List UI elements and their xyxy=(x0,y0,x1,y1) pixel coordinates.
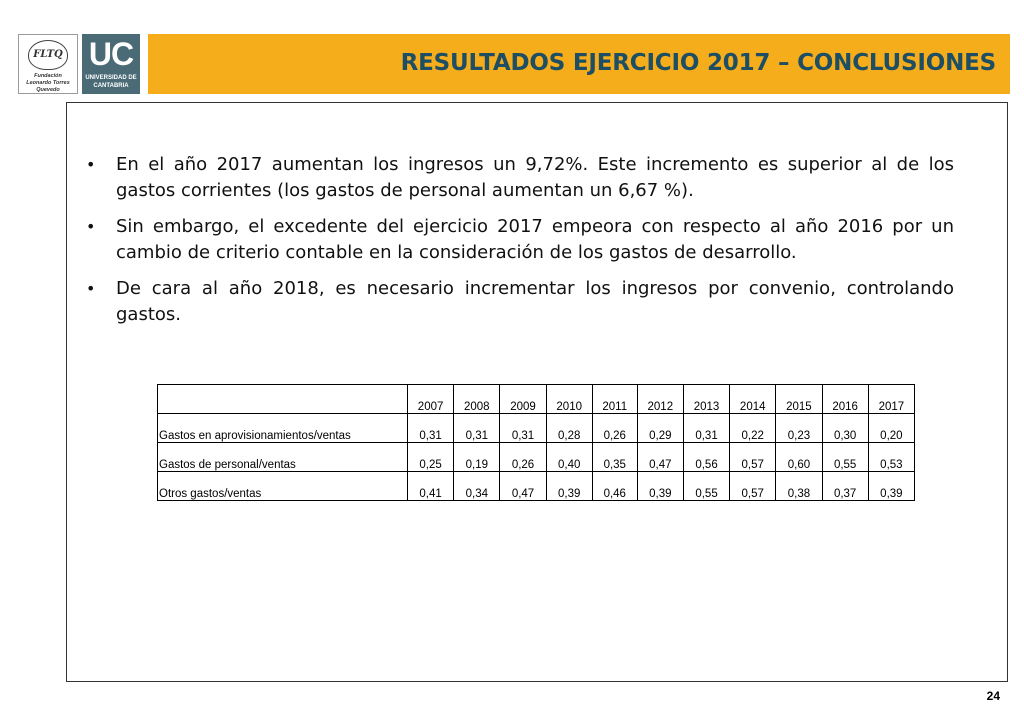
table-cell: 0,35 xyxy=(592,443,637,472)
table-cell: 0,19 xyxy=(454,443,500,472)
table-row xyxy=(158,414,915,443)
table-row xyxy=(158,472,915,501)
table-cell: 0,40 xyxy=(546,443,592,472)
year-header: 2009 xyxy=(500,385,546,414)
year-header: 2017 xyxy=(868,385,914,414)
table-cell: 0,23 xyxy=(776,414,822,443)
table-header-row xyxy=(158,385,915,414)
table-cell: 0,39 xyxy=(868,472,914,501)
ratios-table xyxy=(157,384,915,501)
table-row xyxy=(158,443,915,472)
row-label: Otros gastos/ventas xyxy=(158,472,408,501)
table-cell: 0,31 xyxy=(683,414,729,443)
table-cell: 0,37 xyxy=(822,472,868,501)
fltq-logo-caption: Fundación Leonardo Torres Quevedo xyxy=(26,73,70,93)
year-header: 2007 xyxy=(408,385,454,414)
title-bar xyxy=(148,34,1010,94)
table-cell: 0,22 xyxy=(730,414,776,443)
table-cell: 0,30 xyxy=(822,414,868,443)
table-cell: 0,57 xyxy=(730,443,776,472)
table-cell: 0,60 xyxy=(776,443,822,472)
table-cell: 0,55 xyxy=(822,443,868,472)
year-header: 2008 xyxy=(454,385,500,414)
table-cell: 0,38 xyxy=(776,472,822,501)
table-cell: 0,41 xyxy=(408,472,454,501)
bullet-text: En el año 2017 aumentan los ingresos un 9,72%. Este incremento es superior al de los gastos corrientes (los gastos de personal aumentan un 6,67 %). xyxy=(116,154,954,201)
table-cell: 0,29 xyxy=(637,414,683,443)
table-cell: 0,26 xyxy=(592,414,637,443)
fltq-logo xyxy=(18,34,78,94)
slide-title: RESULTADOS EJERCICIO 2017 – CONCLUSIONES xyxy=(400,50,996,76)
bullet-item xyxy=(86,214,954,266)
table-cell: 0,31 xyxy=(408,414,454,443)
table-cell: 0,28 xyxy=(546,414,592,443)
bullet-list xyxy=(86,152,954,338)
table-cell: 0,46 xyxy=(592,472,637,501)
year-header: 2014 xyxy=(730,385,776,414)
uc-logo xyxy=(82,34,140,94)
row-label: Gastos en aprovisionamientos/ventas xyxy=(158,414,408,443)
year-header: 2012 xyxy=(637,385,683,414)
table-cell: 0,31 xyxy=(500,414,546,443)
uc-logo-mark: UC xyxy=(88,36,134,72)
table-cell: 0,31 xyxy=(454,414,500,443)
bullet-marker: • xyxy=(86,279,96,298)
table-cell: 0,39 xyxy=(637,472,683,501)
year-header: 2010 xyxy=(546,385,592,414)
fltq-logo-mark: FLTQ xyxy=(28,40,68,70)
table-cell: 0,20 xyxy=(868,414,914,443)
table-cell: 0,57 xyxy=(730,472,776,501)
bullet-item xyxy=(86,152,954,204)
table-cell: 0,56 xyxy=(683,443,729,472)
table-cell: 0,47 xyxy=(637,443,683,472)
bullet-text: Sin embargo, el excedente del ejercicio 2017 empeora con respecto al año 2016 por un cambio de criterio contable en la consideración de los gastos de desarrollo. xyxy=(116,216,954,263)
bullet-text: De cara al año 2018, es necesario incrementar los ingresos por convenio, controlando gastos. xyxy=(116,278,954,325)
bullet-marker: • xyxy=(86,217,96,236)
table-cell: 0,26 xyxy=(500,443,546,472)
bullet-item xyxy=(86,276,954,328)
year-header: 2011 xyxy=(592,385,637,414)
table-cell: 0,53 xyxy=(868,443,914,472)
row-label: Gastos de personal/ventas xyxy=(158,443,408,472)
table-cell: 0,55 xyxy=(683,472,729,501)
year-header: 2013 xyxy=(683,385,729,414)
year-header: 2015 xyxy=(776,385,822,414)
bullet-marker: • xyxy=(86,155,96,174)
table-cell: 0,39 xyxy=(546,472,592,501)
uc-logo-caption: UNIVERSIDAD DE CANTABRIA xyxy=(85,75,137,89)
table-cell: 0,25 xyxy=(408,443,454,472)
table-cell: 0,34 xyxy=(454,472,500,501)
table-corner-cell xyxy=(158,385,408,414)
year-header: 2016 xyxy=(822,385,868,414)
page-number: 24 xyxy=(986,689,1000,703)
table-cell: 0,47 xyxy=(500,472,546,501)
